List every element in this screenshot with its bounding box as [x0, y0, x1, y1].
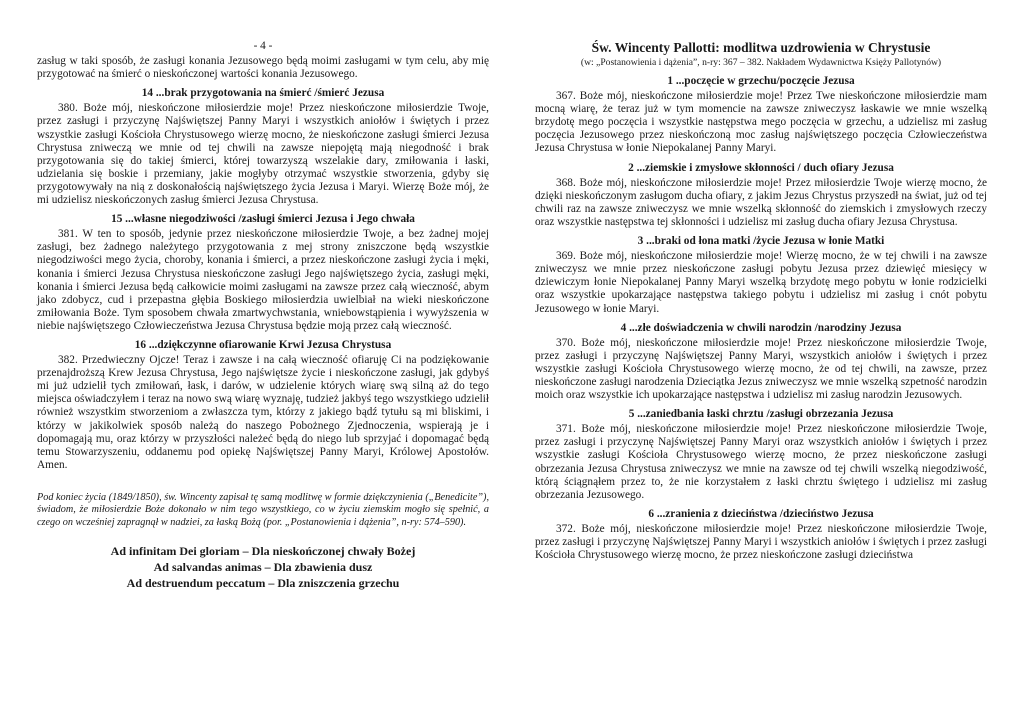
intro-paragraph: zasług w taki sposób, że zasługi konania Jezusowego będą moimi zasługami w tym celu, aby mię przygotować na śmierć o nieskończonej wartości konania Jezusowego.: [37, 55, 489, 81]
section-heading: 16 ...dziękczynne ofiarowanie Krwi Jezusa Chrystusa: [134, 338, 392, 351]
page-subtitle: (w: „Postanowienia i dążenia”, n-ry: 367 – 382. Nakładem Wydawnictwa Księży Pallotynów): [580, 57, 942, 68]
page-number: - 4 -: [253, 40, 273, 52]
section-text: 381. W ten to sposób, jedynie przez nieskończone miłosierdzie Twoje, a bez żadnej mojej zasługi, bez żadnego należytego przygotowania z mej strony zniszczone będą wszystkie niegodziwości mego życia, choroby, konania i śmierci, a przez nieskończone zasługi życia i męki, konania i śmierci Jezusa Chrystusa nieskończone zasługi Jego najświętszego życia, zasługi męki, konania i śmierci Jezusa będą całkowicie moimi zasługami na zawsze przez całą wieczność, abym jako zdobycz, cud i przepastna głębia Boskiego miłosierdzia uwielbiał na wieki nieskończone zmiłowania Boże. Tym sposobem chwała zmartwychwstania, wniebowstąpienia i wywyższenia w niebie najświętszego Człowieczeństwa Jezusa Chrystusa będzie moją przez całą wieczność.: [37, 228, 489, 332]
section-text: 368. Boże mój, nieskończone miłosierdzie moje! Przez miłosierdzie Twoje wierzę mocno, że dzięki nieskończonym zasługom ducha ofiary, z jakim Jezus Chrystus przyszedł na świat, już od tej chwili raz na zawsze zniweczysz we mnie wszelką skłonność do ziemskich i zmysłowych rzeczy oraz wszystkie następstwa tej skłonności i udzielisz mi zasług ducha ofiary Jezusa Chrystusa.: [535, 176, 987, 228]
section-text: 367. Boże mój, nieskończone miłosierdzie moje! Przez Twe nieskończone miłosierdzie mam mocną wiarę, że teraz już w tym momencie na zawsze zniweczysz łaskawie we mnie wszelką brzydotę mego poczęcia i wszystkie następstwa mego poczęcia w grzechu, a udzielisz mi zasług poczęcia Jezusowego przez nieskończoną moc zasług najświętszego poczęcia Człowieczeństwa Jezusa Chrystusa w łonie Niepokalanej Panny Maryi.: [535, 90, 987, 155]
section-heading: 15 ...własne niegodziwości /zasługi śmierci Jezusa i Jego chwała: [111, 213, 415, 226]
section-text: 371. Boże mój, nieskończone miłosierdzie moje! Przez nieskończone miłosierdzie Twoje, przez zasługi i przyczynę Najświętszej Panny Maryi oraz wszystkich aniołów i świętych i przez wszystkie zasługi Kościoła Chrystusowego wierzę mocno, że przez nieskończone zasługi obrzezania Jezusa Chrystusa zniweczysz we mnie na zawsze od tej chwili wszelką niegodziwość, którą ściągnąłem przez to, że nie korzystałem z łaski chrztu świętego i udzielisz mi zasług obrzezania Jezusowego.: [535, 423, 987, 501]
section-heading: 2 ...ziemskie i zmysłowe skłonności / duch ofiary Jezusa: [628, 161, 894, 174]
section-heading: 4 ...złe doświadczenia w chwili narodzin /narodziny Jezusa: [620, 321, 902, 334]
page-title: Św. Wincenty Pallotti: modlitwa uzdrowienia w Chrystusie: [591, 40, 931, 55]
section-heading: 6 ...zranienia z dzieciństwa /dzieciństwo Jezusa: [648, 507, 874, 520]
section-heading: 1 ...poczęcie w grzechu/poczęcie Jezusa: [667, 75, 855, 87]
section-text: 370. Boże mój, nieskończone miłosierdzie moje! Przez nieskończone miłosierdzie Twoje, przez zasługi i przyczynę Najświętszej Panny Maryi, wszystkich aniołów i świętych i przez wszystkie zasługi Kościoła Chrystusowego wierzę mocno, że od tej chwili, na zawsze, przez nieskończone zasługi narodzenia Dzieciątka Jezus zniweczysz we mnie wszelką szpetność narodzin moich oraz wszystkie ich upokarzające następstwa i udzielisz mi zasług narodzin Jezusowych.: [535, 336, 987, 402]
section-text: 369. Boże mój, nieskończone miłosierdzie moje! Wierzę mocno, że w tej chwili i na zawsze zniweczysz we mnie przez nieskończone zasługi pobytu Jezusa przez dziewięć miesięcy w dziewiczym łonie Niepokalanej Panny Maryi wszelką brzydotę mego pobytu w łonie rodzicielki oraz wszystkie upokarzające następstwa takiego pobytu i udzielisz mi zasług i cnót pobytu Jezusowego w łonie Maryi.: [535, 250, 987, 315]
section-text: 382. Przedwieczny Ojcze! Teraz i zawsze i na całą wieczność ofiaruję Ci na podziękowanie przenajdroższą Krew Jezusa Chrystusa, Jego najświętsze życie i nieskończone zasługi, jak gdybyś mi już udzielił tych zmiłowań, łask, i darów, w udzielenie których wiarę swą silną aż do tego miejsca oświadczyłem i teraz na nowo swą wiarę wyznaję, tudzież jakbyś tego wszystkiego udzielił również wszystkim stworzeniom a zwłaszcza tym, którzy z jakiego bądź tytułu są mi bliskimi, i którzy w jakikolwiek sposób należą do naszego Pobożnego Zjednoczenia, wspierają je i dopomagają mu, oraz którzy w przyszłości należeć będą do niego lub sprzyjać i dopomagać będą temu Stowarzyszeniu, oddanemu pod opiekę Najświętszej Panny Maryi, Królowej Apostołów. Amen.: [37, 354, 489, 471]
section-heading: 14 ...brak przygotowania na śmierć /śmierć Jezusa: [141, 87, 385, 100]
latin-motto: Ad destruendum peccatum – Dla zniszczenia grzechu: [126, 576, 400, 591]
left-page: [37, 40, 489, 591]
section-heading: 5 ...zaniedbania łaski chrztu /zasługi obrzezania Jezusa: [628, 408, 894, 421]
right-page: [535, 40, 987, 562]
section-heading: 3 ...braki od łona matki /życie Jezusa w łonie Matki: [637, 235, 885, 248]
closing-note: Pod koniec życia (1849/1850), św. Wincenty zapisał tę samą modlitwę w formie dziękczynienia („Benedicite”), świadom, że miłosierdzie Boże dokonało w nim tego wszystkiego, co w życiu ziemskim mogło się spełnić, a czego on wcześniej zapragnął w nadziei, za łaską Bożą (por. „Postanowienia i dążenia”, n-ry: 574–590).: [37, 491, 489, 528]
latin-motto: Ad salvandas animas – Dla zbawienia dusz: [153, 560, 373, 575]
section-text: 372. Boże mój, nieskończone miłosierdzie moje! Przez nieskończone miłosierdzie Twoje, przez zasługi i przyczynę Najświętszej Panny Maryi i wszystkich aniołów i świętych i przez zasługi Kościoła Chrystusowego wierzę mocno, że przez nieskończone zasługi dzieciństwa: [535, 522, 987, 562]
section-text: 380. Boże mój, nieskończone miłosierdzie moje! Przez nieskończone miłosierdzie Twoje, przez zasługi i przyczynę Najświętszej Panny Maryi i wszystkich aniołów i świętych i przez wszystkie zasługi Kościoła Chrystusowego wierzę mocno, że nieskończone zasługi śmierci Jezusa Chrystusa zniweczą we mnie od tej chwili na zawsze niepojętą mają niegodność i brak przygotowania się do takiej śmierci, której towarzyszą wszelakie dary, zmiłowania i łaski, udzielania się boskie i przemiany, jakie mogłyby otrzymać wszystkie stworzenia, gdyby się przygotowywały na nią z doskonałością najświętszego życia Jezusa i Maryi. Wierzę Boże mój, że mi udzielisz nieskończonych zasług śmierci Jezusa Chrystusa.: [37, 102, 489, 207]
latin-motto: Ad infinitam Dei gloriam – Dla nieskończonej chwały Bożej: [110, 544, 416, 559]
